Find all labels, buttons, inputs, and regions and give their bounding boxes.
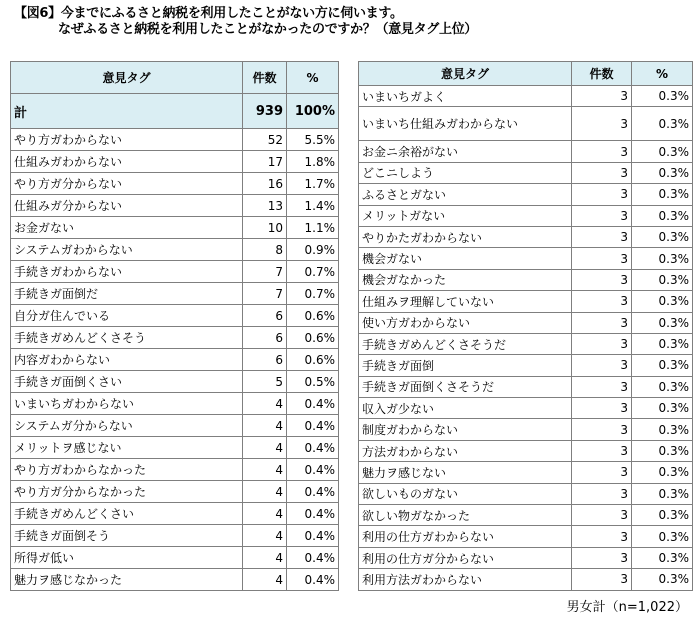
count-cell: 5 xyxy=(243,371,287,393)
pct-cell: 0.3% xyxy=(632,107,693,141)
count-cell: 3 xyxy=(572,526,632,547)
tag-cell: いまいち仕組みガわからない xyxy=(359,107,572,141)
tag-cell: 仕組みガわからない xyxy=(11,151,243,173)
count-cell: 3 xyxy=(572,398,632,419)
count-cell: 6 xyxy=(243,327,287,349)
count-cell: 3 xyxy=(572,312,632,333)
pct-cell: 0.6% xyxy=(287,305,339,327)
table-header-row xyxy=(359,62,693,86)
tag-cell: 手続きガめんどくさそう xyxy=(11,327,243,349)
pct-cell: 0.5% xyxy=(287,371,339,393)
table-row xyxy=(359,440,693,461)
count-cell: 3 xyxy=(572,333,632,354)
tag-cell: やり方ガわからない xyxy=(11,129,243,151)
tag-cell: いまいちガわからない xyxy=(11,393,243,415)
count-cell: 4 xyxy=(243,503,287,525)
pct-cell: 1.7% xyxy=(287,173,339,195)
pct-cell: 0.3% xyxy=(632,376,693,397)
pct-cell: 0.3% xyxy=(632,547,693,568)
table-row xyxy=(359,547,693,568)
tag-cell: 手続きガ面倒くさそうだ xyxy=(359,376,572,397)
table-row xyxy=(359,291,693,312)
table-row xyxy=(359,419,693,440)
tag-cell: やりかたガわからない xyxy=(359,226,572,247)
count-cell: 4 xyxy=(243,569,287,591)
table-row xyxy=(11,503,339,525)
pct-cell: 0.3% xyxy=(632,419,693,440)
table-row xyxy=(11,371,339,393)
table-row xyxy=(11,283,339,305)
table-row xyxy=(11,129,339,151)
count-cell: 3 xyxy=(572,505,632,526)
tag-cell: やり方ガ分からなかった xyxy=(11,481,243,503)
tag-cell: やり方ガわからなかった xyxy=(11,459,243,481)
tag-cell: 欲しい物ガなかった xyxy=(359,505,572,526)
opinion-tag-table-left xyxy=(10,61,339,591)
tag-cell: お金ガない xyxy=(11,217,243,239)
count-cell: 3 xyxy=(572,419,632,440)
pct-cell: 0.3% xyxy=(632,86,693,107)
table-row xyxy=(11,393,339,415)
pct-cell: 0.3% xyxy=(632,269,693,290)
title-line-2: なぜふるさと納税を利用したことがなかったのですか？（意見タグ上位） xyxy=(58,22,478,37)
opinion-tag-table-right xyxy=(358,61,693,591)
tag-cell: メリットヲ感じない xyxy=(11,437,243,459)
table-row xyxy=(359,184,693,205)
header-count: 件数 xyxy=(243,62,287,94)
title-line-1: 【図6】今までにふるさと納税を利用したことがない方に伺います。 xyxy=(14,6,403,21)
table-header-row xyxy=(11,62,339,94)
sample-size-note: 男女計（n=1,022） xyxy=(566,600,688,615)
pct-cell: 0.3% xyxy=(632,184,693,205)
pct-cell: 0.3% xyxy=(632,355,693,376)
table-row xyxy=(11,459,339,481)
tag-cell: 手続きガ面倒 xyxy=(359,355,572,376)
tag-cell: 内容ガわからない xyxy=(11,349,243,371)
pct-cell: 0.6% xyxy=(287,349,339,371)
table-row xyxy=(359,333,693,354)
table-row xyxy=(359,248,693,269)
header-pct: % xyxy=(287,62,339,94)
tag-cell: やり方ガ分からない xyxy=(11,173,243,195)
tag-cell: 手続きガめんどくさい xyxy=(11,503,243,525)
tag-cell: 機会ガない xyxy=(359,248,572,269)
pct-cell: 0.6% xyxy=(287,327,339,349)
tag-cell: 魅力ヲ感じなかった xyxy=(11,569,243,591)
tag-cell: 手続きガ面倒そう xyxy=(11,525,243,547)
count-cell: 4 xyxy=(243,547,287,569)
pct-cell: 0.4% xyxy=(287,437,339,459)
header-tag: 意見タグ xyxy=(359,62,572,86)
pct-cell: 0.3% xyxy=(632,248,693,269)
count-cell: 52 xyxy=(243,129,287,151)
tag-cell: 仕組みヲ理解していない xyxy=(359,291,572,312)
pct-cell: 0.3% xyxy=(632,291,693,312)
pct-cell: 0.4% xyxy=(287,503,339,525)
count-cell: 4 xyxy=(243,415,287,437)
table-row xyxy=(359,526,693,547)
table-row xyxy=(11,261,339,283)
table-row xyxy=(11,569,339,591)
pct-cell: 0.3% xyxy=(632,526,693,547)
count-cell: 7 xyxy=(243,261,287,283)
count-cell: 7 xyxy=(243,283,287,305)
count-cell: 3 xyxy=(572,162,632,183)
table-row xyxy=(11,437,339,459)
total-label: 計 xyxy=(11,94,243,129)
count-cell: 16 xyxy=(243,173,287,195)
table-row xyxy=(359,462,693,483)
table-row xyxy=(359,205,693,226)
count-cell: 3 xyxy=(572,107,632,141)
table-row xyxy=(11,195,339,217)
table-row xyxy=(359,569,693,590)
pct-cell: 0.3% xyxy=(632,205,693,226)
tag-cell: 使い方ガわからない xyxy=(359,312,572,333)
table-row xyxy=(359,86,693,107)
pct-cell: 0.7% xyxy=(287,283,339,305)
pct-cell: 0.4% xyxy=(287,415,339,437)
count-cell: 13 xyxy=(243,195,287,217)
table-row xyxy=(11,217,339,239)
count-cell: 6 xyxy=(243,349,287,371)
pct-cell: 0.9% xyxy=(287,239,339,261)
count-cell: 3 xyxy=(572,184,632,205)
table-row xyxy=(11,151,339,173)
tag-cell: システムガわからない xyxy=(11,239,243,261)
tag-cell: 制度ガわからない xyxy=(359,419,572,440)
count-cell: 3 xyxy=(572,547,632,568)
count-cell: 3 xyxy=(572,569,632,590)
table-row xyxy=(359,376,693,397)
pct-cell: 0.3% xyxy=(632,505,693,526)
pct-cell: 5.5% xyxy=(287,129,339,151)
count-cell: 3 xyxy=(572,440,632,461)
table-row xyxy=(359,107,693,141)
pct-cell: 0.4% xyxy=(287,459,339,481)
count-cell: 3 xyxy=(572,376,632,397)
count-cell: 4 xyxy=(243,393,287,415)
tag-cell: 手続きガわからない xyxy=(11,261,243,283)
total-row xyxy=(11,94,339,129)
count-cell: 3 xyxy=(572,355,632,376)
pct-cell: 0.4% xyxy=(287,481,339,503)
header-tag: 意見タグ xyxy=(11,62,243,94)
table-row xyxy=(359,269,693,290)
pct-cell: 0.3% xyxy=(632,462,693,483)
count-cell: 4 xyxy=(243,525,287,547)
pct-cell: 0.4% xyxy=(287,569,339,591)
tag-cell: 手続きガめんどくさそうだ xyxy=(359,333,572,354)
total-pct: 100% xyxy=(287,94,339,129)
tag-cell: 手続きガ面倒だ xyxy=(11,283,243,305)
tag-cell: 魅力ヲ感じない xyxy=(359,462,572,483)
count-cell: 3 xyxy=(572,86,632,107)
tag-cell: 欲しいものガない xyxy=(359,483,572,504)
table-row xyxy=(359,162,693,183)
pct-cell: 0.3% xyxy=(632,440,693,461)
count-cell: 8 xyxy=(243,239,287,261)
table-row xyxy=(359,226,693,247)
tag-cell: いまいちガよく xyxy=(359,86,572,107)
tag-cell: 自分ガ住んでいる xyxy=(11,305,243,327)
tag-cell: 手続きガ面倒くさい xyxy=(11,371,243,393)
table-row xyxy=(359,355,693,376)
tag-cell: 利用方法ガわからない xyxy=(359,569,572,590)
pct-cell: 0.4% xyxy=(287,547,339,569)
pct-cell: 0.3% xyxy=(632,569,693,590)
table-row xyxy=(11,239,339,261)
table-row xyxy=(11,481,339,503)
table-row xyxy=(11,525,339,547)
tag-cell: 収入ガ少ない xyxy=(359,398,572,419)
tag-cell: ふるさとガない xyxy=(359,184,572,205)
header-count: 件数 xyxy=(572,62,632,86)
table-row xyxy=(359,398,693,419)
tag-cell: システムガ分からない xyxy=(11,415,243,437)
tag-cell: 機会ガなかった xyxy=(359,269,572,290)
count-cell: 3 xyxy=(572,226,632,247)
pct-cell: 0.3% xyxy=(632,333,693,354)
count-cell: 3 xyxy=(572,269,632,290)
pct-cell: 0.3% xyxy=(632,312,693,333)
table-row xyxy=(11,415,339,437)
pct-cell: 0.3% xyxy=(632,162,693,183)
table-row xyxy=(359,505,693,526)
count-cell: 4 xyxy=(243,437,287,459)
table-row xyxy=(11,305,339,327)
count-cell: 6 xyxy=(243,305,287,327)
tag-cell: メリットガない xyxy=(359,205,572,226)
count-cell: 3 xyxy=(572,291,632,312)
count-cell: 17 xyxy=(243,151,287,173)
count-cell: 3 xyxy=(572,205,632,226)
pct-cell: 0.3% xyxy=(632,141,693,162)
pct-cell: 0.7% xyxy=(287,261,339,283)
table-row xyxy=(359,141,693,162)
table-row xyxy=(11,173,339,195)
table-row xyxy=(11,327,339,349)
pct-cell: 1.4% xyxy=(287,195,339,217)
table-row xyxy=(11,547,339,569)
tag-cell: お金ニ余裕がない xyxy=(359,141,572,162)
pct-cell: 1.1% xyxy=(287,217,339,239)
tag-cell: 利用の仕方ガわからない xyxy=(359,526,572,547)
pct-cell: 0.3% xyxy=(632,398,693,419)
tag-cell: 方法ガわからない xyxy=(359,440,572,461)
count-cell: 3 xyxy=(572,141,632,162)
table-row xyxy=(359,483,693,504)
table-row xyxy=(359,312,693,333)
tag-cell: 利用の仕方ガ分からない xyxy=(359,547,572,568)
figure-title xyxy=(14,6,477,38)
count-cell: 3 xyxy=(572,248,632,269)
pct-cell: 0.4% xyxy=(287,525,339,547)
pct-cell: 0.3% xyxy=(632,483,693,504)
count-cell: 4 xyxy=(243,459,287,481)
pct-cell: 0.3% xyxy=(632,226,693,247)
header-pct: % xyxy=(632,62,693,86)
table-row xyxy=(11,349,339,371)
tag-cell: どこニしよう xyxy=(359,162,572,183)
pct-cell: 0.4% xyxy=(287,393,339,415)
total-count: 939 xyxy=(243,94,287,129)
count-cell: 4 xyxy=(243,481,287,503)
tag-cell: 仕組みガ分からない xyxy=(11,195,243,217)
count-cell: 3 xyxy=(572,462,632,483)
pct-cell: 1.8% xyxy=(287,151,339,173)
count-cell: 10 xyxy=(243,217,287,239)
count-cell: 3 xyxy=(572,483,632,504)
tag-cell: 所得ガ低い xyxy=(11,547,243,569)
